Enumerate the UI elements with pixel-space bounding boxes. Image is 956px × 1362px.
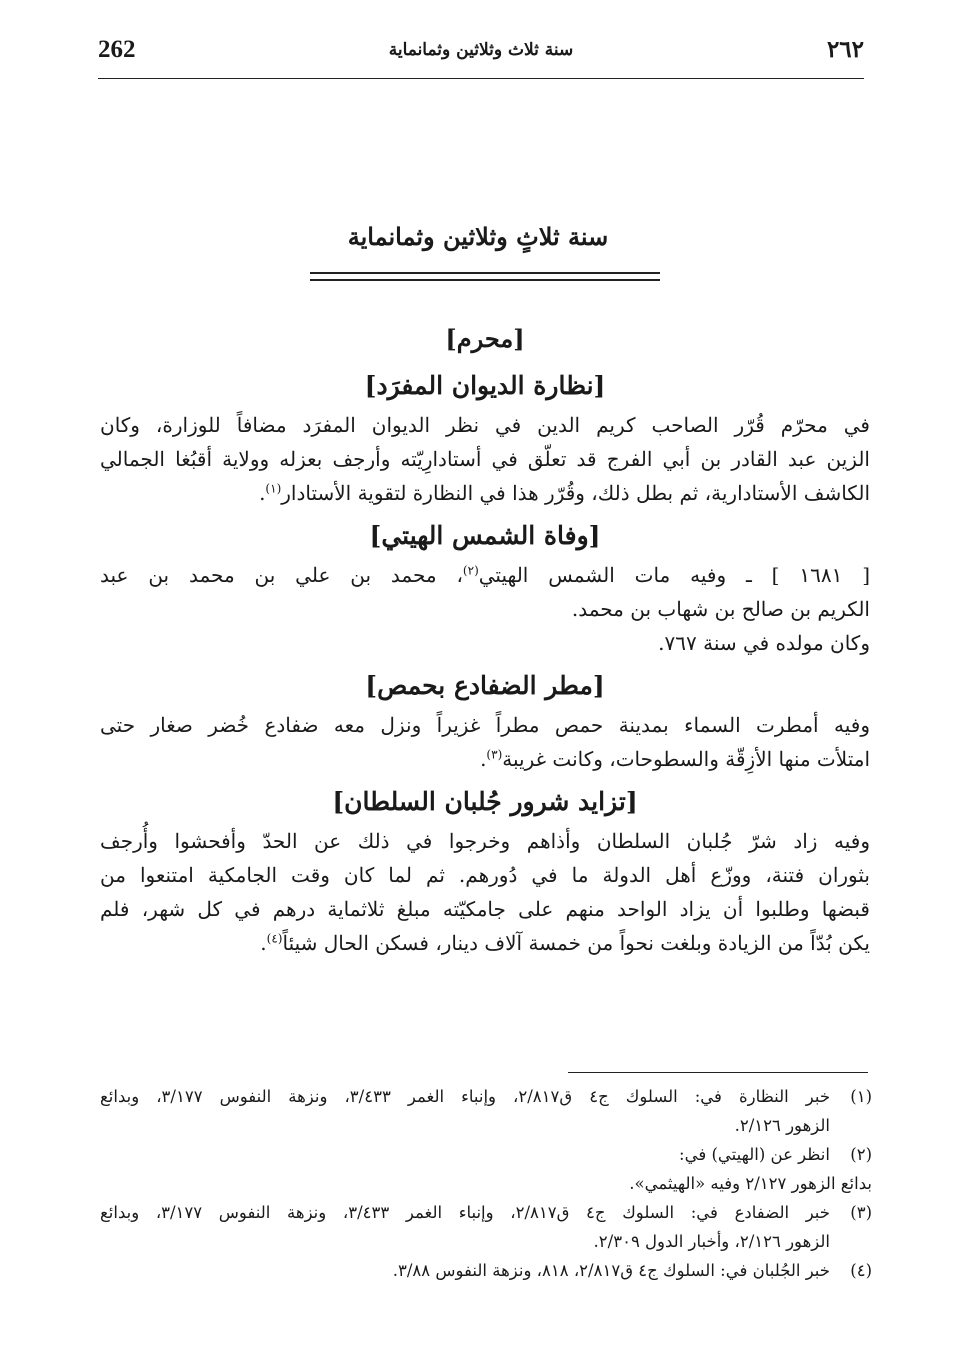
text-line [100, 558, 870, 592]
footnote-ref: (٣) [486, 747, 503, 762]
footnote-number: (٣) [850, 1203, 872, 1222]
text-line: الزين عبد القادر بن أبي الفرج قد تعلّق في أستادارِيّته وأرجف بعزله وولاية أقبُغا الجمالي [100, 447, 870, 471]
paragraph [100, 558, 870, 660]
section-heading: [نظارة الديوان المفرَد] [364, 371, 606, 400]
footnote [100, 1140, 872, 1198]
running-header [98, 36, 864, 76]
footnote-line: خبر النظارة في: السلوك ج٤ ق٢/٨١٧، وإنباء الغمر ٣/٤٣٣، ونزهة النفوس ٣/١٧٧، وبدائع [100, 1087, 831, 1106]
footnote-ref: (٤) [266, 931, 283, 946]
footnote [100, 1256, 872, 1285]
footnotes [100, 1082, 872, 1285]
footnote-ref: (١) [265, 481, 282, 496]
page-number-arabic: ٢٦٢ [826, 36, 864, 63]
section-heading: [وفاة الشمس الهيتي] [369, 521, 601, 550]
text-line-content: [ ١٦٨١ ] ـ وفيه مات الشمس الهيتي [478, 563, 870, 587]
footnote-line: انظر عن (الهيتي) في: [679, 1145, 830, 1164]
text-line: بثوران فتنة، ووزّع أهل الدولة ما في دُورهم. ثم لما كان وقت الجامكية امتنعوا من [100, 863, 870, 887]
footnote-number: (٢) [850, 1145, 872, 1164]
footnote [100, 1082, 872, 1140]
footnote-line: الزهور ٢/١٢٦، وأخبار الدول ٢/٣٠٩. [593, 1232, 830, 1251]
footnote-separator [568, 1072, 868, 1073]
paragraph [100, 824, 870, 960]
footnote-number: (١) [850, 1087, 872, 1106]
text-line-content: ، محمد بن علي بن محمد بن عبد [100, 563, 463, 587]
footnote-line: خبر الجُلبان في: السلوك ج٤ ق٢/٨١٧، ٨١٨، ونزهة النفوس ٣/٨٨. [392, 1261, 830, 1280]
text-line: في محرّم قُرّر الصاحب كريم الدين في نظر الديوان المفرَد مضافاً للوزارة، وكان [100, 413, 870, 437]
title-double-rule-bottom [310, 279, 660, 281]
title-double-rule-top [310, 272, 660, 274]
text-line-content: امتلأت منها الأزِقّة والسطوحات، وكانت غريبة [502, 747, 870, 771]
page-number-latin: 262 [98, 36, 136, 63]
footnote-number: (٤) [850, 1261, 872, 1280]
section-heading: [تزايد شرور جُلبان السلطان] [332, 787, 638, 816]
footnote [100, 1198, 872, 1256]
text-line-content: الكاشف الأستادارية، ثم بطل ذلك، وقُرّر هذا في النظارة لتقوية الأستادار [281, 481, 870, 505]
section-heading: [مطر الضفادع بحمص] [365, 671, 605, 700]
footnote-ref: (٢) [462, 563, 479, 578]
paragraph [100, 408, 870, 510]
text-line: وكان مولده في سنة ٧٦٧. [658, 631, 870, 655]
text-line-content: يكن بُدّاً من الزيادة وبلغت نحواً من خمسة آلاف دينار، فسكن الحال شيئاً [282, 931, 870, 955]
text-line: الكاشف الأستادارية، ثم بطل ذلك، وقُرّر هذا في النظارة لتقوية الأستادار$^{(١)}$. [259, 481, 870, 505]
text-line: وفيه زاد شرّ جُلبان السلطان وأذاهم وخرجوا في ذلك عن الحدّ وأفحشوا وأُرجف [100, 829, 870, 853]
text-line: امتلأت منها الأزِقّة والسطوحات، وكانت غريبة$^{(٣)}$. [480, 747, 870, 771]
footnote-line: الزهور ٢/١٢٦. [734, 1116, 830, 1135]
text-line: الكريم بن صالح بن شهاب بن محمد. [571, 597, 870, 621]
month-heading: [محرم] [445, 324, 525, 353]
text-line: قبضها وطلبوا أن يزاد الواحد منهم على جامكيّته مبلغ ثلاثماية درهم في كل شهر، فلم [100, 897, 870, 921]
footnote-line: خبر الضفادع في: السلوك ج٤ ق٢/٨١٧، وإنباء الغمر ٣/٤٣٣، ونزهة النفوس ٣/١٧٧، وبدائع [100, 1203, 830, 1222]
text-line: يكن بُدّاً من الزيادة وبلغت نحواً من خمسة آلاف دينار، فسكن الحال شيئاً$^{(٤)}$. [260, 931, 870, 955]
text-line: وفيه أمطرت السماء بمدينة حمص مطراً غزيراً ونزل معه ضفادع خُضر صغار حتى [100, 713, 870, 737]
running-title: سنة ثلاث وثلاثين وثمانماية [388, 40, 574, 60]
main-text [100, 318, 870, 960]
year-title: سنة ثلاثٍ وثلاثين وثمانماية [347, 222, 609, 251]
header-rule [98, 78, 864, 79]
footnote-line: بدائع الزهور ٢/١٢٧ وفيه «الهيثمي». [629, 1174, 872, 1193]
paragraph [100, 708, 870, 776]
